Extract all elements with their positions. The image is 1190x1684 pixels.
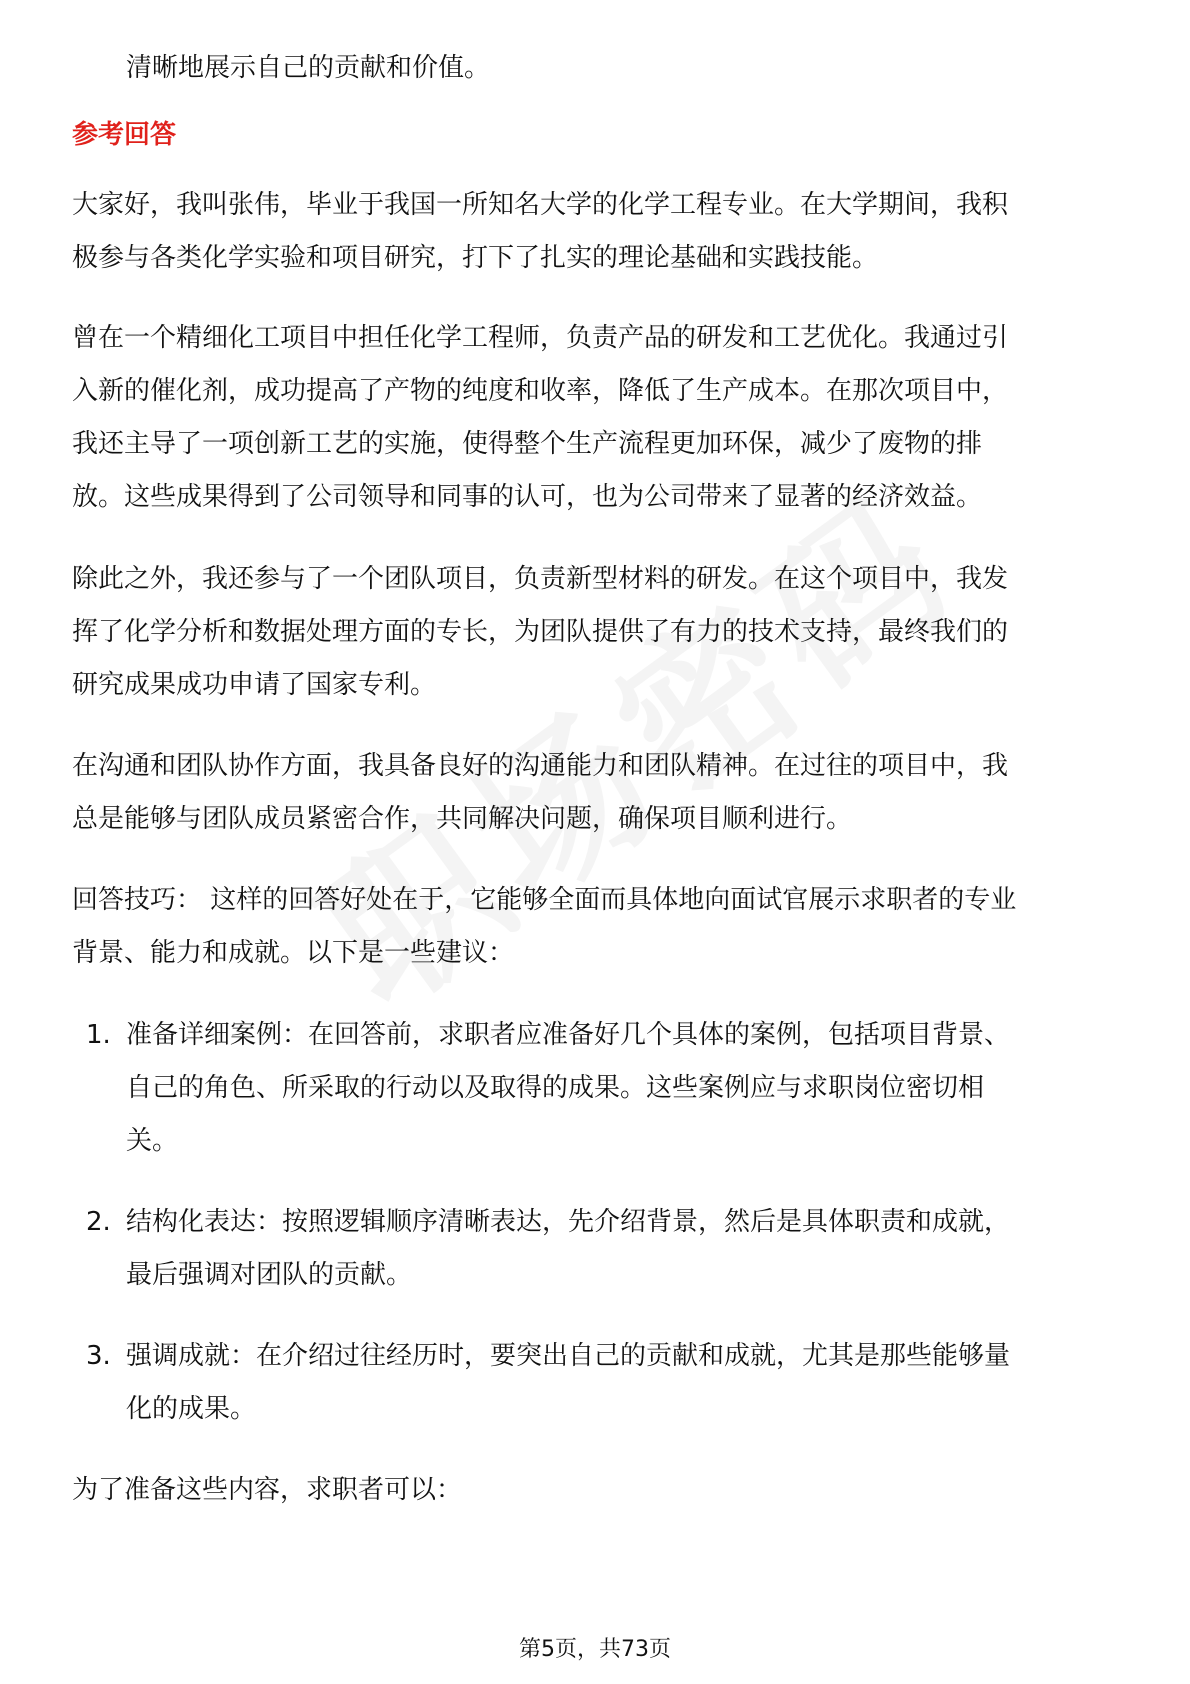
- paragraph-line: 挥了化学分析和数据处理方面的专长，为团队提供了有力的技术支持，最终我们的: [72, 617, 1009, 647]
- list-item-line: 关。: [126, 1126, 179, 1156]
- page-footer: 第5页，共73页: [519, 1637, 671, 1662]
- paragraph-line: 入新的催化剂，成功提高了产物的纯度和收率，降低了生产成本。在那次项目中，: [72, 376, 1009, 406]
- paragraph-line: 大家好，我叫张伟，毕业于我国一所知名大学的化学工程专业。在大学期间，我积: [72, 190, 1009, 220]
- closing-line: 为了准备这些内容，求职者可以：: [72, 1475, 463, 1505]
- list-item-line: 化的成果。: [126, 1394, 257, 1424]
- paragraph-line: 回答技巧： 这样的回答好处在于，它能够全面而具体地向面试官展示求职者的专业: [72, 885, 1017, 915]
- section-heading: 参考回答: [72, 120, 177, 150]
- paragraph-line: 除此之外，我还参与了一个团队项目，负责新型材料的研发。在这个项目中，我发: [72, 564, 1009, 594]
- paragraph-line: 总是能够与团队成员紧密合作，共同解决问题，确保项目顺利进行。: [72, 804, 853, 834]
- paragraph-line: 在沟通和团队协作方面，我具备良好的沟通能力和团队精神。在过往的项目中，我: [72, 751, 1009, 781]
- paragraph-line: 我还主导了一项创新工艺的实施，使得整个生产流程更加环保，减少了废物的排: [72, 429, 983, 459]
- list-item-line: 自己的角色、所采取的行动以及取得的成果。这些案例应与求职岗位密切相: [126, 1073, 985, 1103]
- list-item-line: 强调成就：在介绍过往经历时，要突出自己的贡献和成就，尤其是那些能够量: [126, 1341, 1011, 1371]
- paragraph-line: 曾在一个精细化工项目中担任化学工程师，负责产品的研发和工艺优化。我通过引: [72, 323, 1009, 353]
- list-number: 2.: [86, 1207, 111, 1237]
- list-number: 1.: [86, 1020, 111, 1050]
- list-number: 3.: [86, 1341, 111, 1371]
- list-item-line: 最后强调对团队的贡献。: [126, 1260, 413, 1290]
- list-item-line: 结构化表达：按照逻辑顺序清晰表达，先介绍背景，然后是具体职责和成就，: [126, 1207, 1011, 1237]
- paragraph-line: 背景、能力和成就。以下是一些建议：: [72, 938, 515, 968]
- list-item-line: 准备详细案例：在回答前，求职者应准备好几个具体的案例，包括项目背景、: [126, 1020, 1011, 1050]
- paragraph-line: 极参与各类化学实验和项目研究，打下了扎实的理论基础和实践技能。: [72, 243, 879, 273]
- intro-tail: 清晰地展示自己的贡献和价值。: [126, 53, 491, 83]
- paragraph-line: 放。这些成果得到了公司领导和同事的认可，也为公司带来了显著的经济效益。: [72, 482, 983, 512]
- paragraph-line: 研究成果成功申请了国家专利。: [72, 670, 437, 700]
